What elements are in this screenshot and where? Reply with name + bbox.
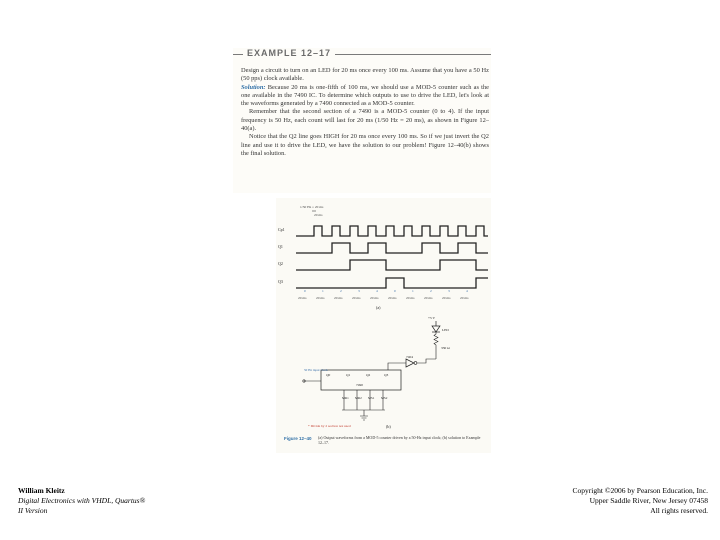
example-problem: Design a circuit to turn on an LED for 20 ms once every 100 ms. Assume that you have a 50 Hz (50 pps) clock available. [241,67,489,83]
time-label-0: 20 ms [298,296,307,300]
q3-label: Q3 [278,279,283,284]
pin-ms2: MS2 [381,396,388,400]
time-label-7: 20 ms [424,296,433,300]
footer-left [18,486,145,516]
period-label: 1/50 Hz = 20 ms [300,205,324,209]
footer-copyright: Copyright ©2006 by Pearson Education, Inc. [572,486,708,495]
count-0: 0 [304,289,306,293]
input-label: 50 Hz input clock [304,368,328,372]
q1-label: Q1 [278,244,283,249]
pin-q3: Q3 [384,373,389,377]
clock-waveform [296,226,488,236]
footer-right [573,486,708,516]
inverter-label: 7404 [406,355,413,359]
pin-q2: Q2 [366,373,371,377]
time-label-4: 20 ms [370,296,379,300]
ic-label: 7490 [356,383,363,387]
pin-ms1: MS1 [368,396,375,400]
led-symbol [432,326,440,332]
count-2: 2 [340,289,342,293]
figure-12-40 [276,198,491,453]
pin-mr1: MR1 [342,396,349,400]
example-body [241,67,489,158]
solution-label: Solution: [241,83,266,91]
count-7: 2 [430,289,432,293]
time-label-5: 20 ms [388,296,397,300]
count-3: 3 [358,289,360,293]
ic-7490-box [321,370,401,390]
q2-waveform [296,260,488,270]
q2-label: Q2 [278,261,283,266]
inverter-symbol [406,359,414,367]
caption-label: Figure 12–40 [284,436,312,441]
time-label-1: 20 ms [316,296,325,300]
q2-to-inverter-wire [388,363,406,370]
footer-author: William Kleitz [18,486,65,495]
pin-q1: Q1 [346,373,351,377]
example-solution-p3: Notice that the Q2 line goes HIGH for 20 ms once every 100 ms. So if we just invert the Q2 line and use it to drive the LED, we have the solution to our problem! Figure 12–40(b) shows the final solution. [241,133,489,157]
footer-address: Upper Saddle River, New Jersey 07458 [589,496,708,505]
footer-book-line1: Digital Electronics with VHDL, Quartus® [18,496,146,505]
example-solution-p2: Remember that the second section of a 7490 is a MOD-5 counter (0 to 4). If the input frequency is 50 Hz, each count will last for 20 ms (1/50 Hz = 20 ms), as shown in Figure 12–40(a). [241,108,489,133]
count-1: 1 [322,289,324,293]
resistor-label: 330 Ω [441,346,450,350]
ground-icon [360,410,368,420]
example-heading: EXAMPLE 12–17 [243,48,335,58]
q3-waveform [296,278,488,288]
pin-q0: Q0 [326,373,331,377]
footer-book-line2: II Version [18,506,48,515]
width-label: 20 ms [314,213,323,217]
divide-note: * Divide by 2 section not used [308,424,351,428]
vcc-label: +5 V [428,316,436,320]
time-label-6: 20 ms [406,296,415,300]
inverter-output-wire [417,359,436,363]
time-label-9: 20 ms [460,296,469,300]
caption-text: (a) Output waveforms from a MOD-5 counter driven by a 50-Hz input clock; (b) solution to Example 12–17. [318,435,481,445]
part-b-label: (b) [386,424,391,429]
count-5: 0 [394,289,396,293]
resistor-symbol [434,332,438,348]
reset-wires [342,390,385,410]
led-label: LED [442,328,449,332]
count-6: 1 [412,289,414,293]
solution-text-1: Because 20 ms is one-fifth of 100 ms, we should use a MOD-5 counter such as the one available in the 7490 IC. To determine which outputs to use to drive the LED, let's look at the waveforms generated by a 7490 connected as a MOD-5 counter. [241,83,489,108]
count-8: 3 [448,289,450,293]
q1-waveform [296,243,488,253]
time-label-3: 20 ms [352,296,361,300]
count-4: 4 [376,289,378,293]
clk-label: Cp1 [278,227,285,232]
example-box [233,48,491,193]
footer-rights: All rights reserved. [650,506,708,515]
figure-drawing [276,198,491,453]
count-9: 4 [466,289,468,293]
pin-mr2: MR2 [355,396,362,400]
part-a-label: (a) [376,305,381,310]
example-solution-p1 [241,84,489,109]
time-label-8: 20 ms [442,296,451,300]
caption-box [318,435,486,451]
time-label-2: 20 ms [334,296,343,300]
